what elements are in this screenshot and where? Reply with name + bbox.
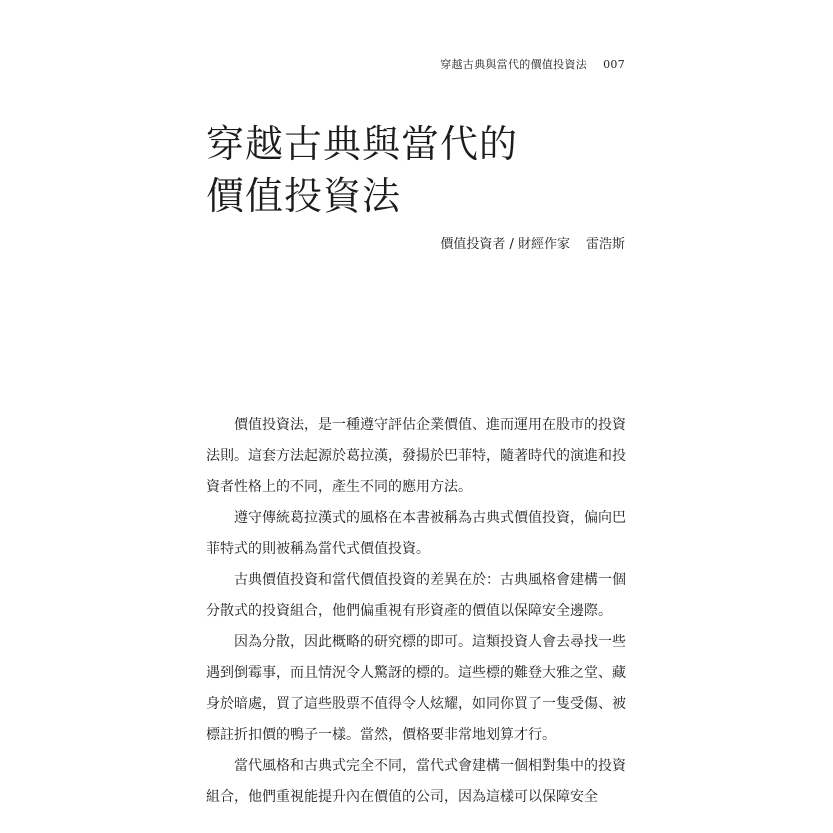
running-title: 穿越古典與當代的價值投資法 [440,58,588,71]
article-title [206,118,626,222]
page-number: 007 [603,58,625,71]
paragraph: 因為分散，因此概略的研究標的即可。這類投資人會去尋找一些遇到倒霉事，而且情況令人驚訝的標的。這些標的難登大雅之堂、藏身於暗處，買了這些股票不值得令人炫耀，如同你買了一隻受傷、被標註折扣價的鴨子一樣。當然，價格要非常地划算才行。 [206,634,626,743]
byline [440,233,625,252]
author-role: 價值投資者 / 財經作家 [440,237,570,252]
paragraph: 價值投資法，是一種遵守評估企業價值、進而運用在股市的投資法則。這套方法起源於葛拉漢，發揚於巴菲特，隨著時代的演進和投資者性格上的不同，產生不同的應用方法。 [206,417,626,495]
paragraph: 當代風格和古典式完全不同，當代式會建構一個相對集中的投資組合，他們重視能提升內在價值的公司，因為這樣可以保障安全 [206,758,626,805]
running-header [440,56,625,72]
body-text [206,410,626,813]
title-line-1: 穿越古典與當代的 [206,122,519,166]
title-line-2: 價值投資法 [206,174,402,218]
paragraph: 遵守傳統葛拉漢式的風格在本書被稱為古典式價值投資，偏向巴菲特式的則被稱為當代式價值投資。 [206,510,626,557]
paragraph: 古典價值投資和當代價值投資的差異在於：古典風格會建構一個分散式的投資組合，他們偏重視有形資產的價值以保障安全邊際。 [206,572,626,619]
author-name: 雷浩斯 [585,237,625,252]
